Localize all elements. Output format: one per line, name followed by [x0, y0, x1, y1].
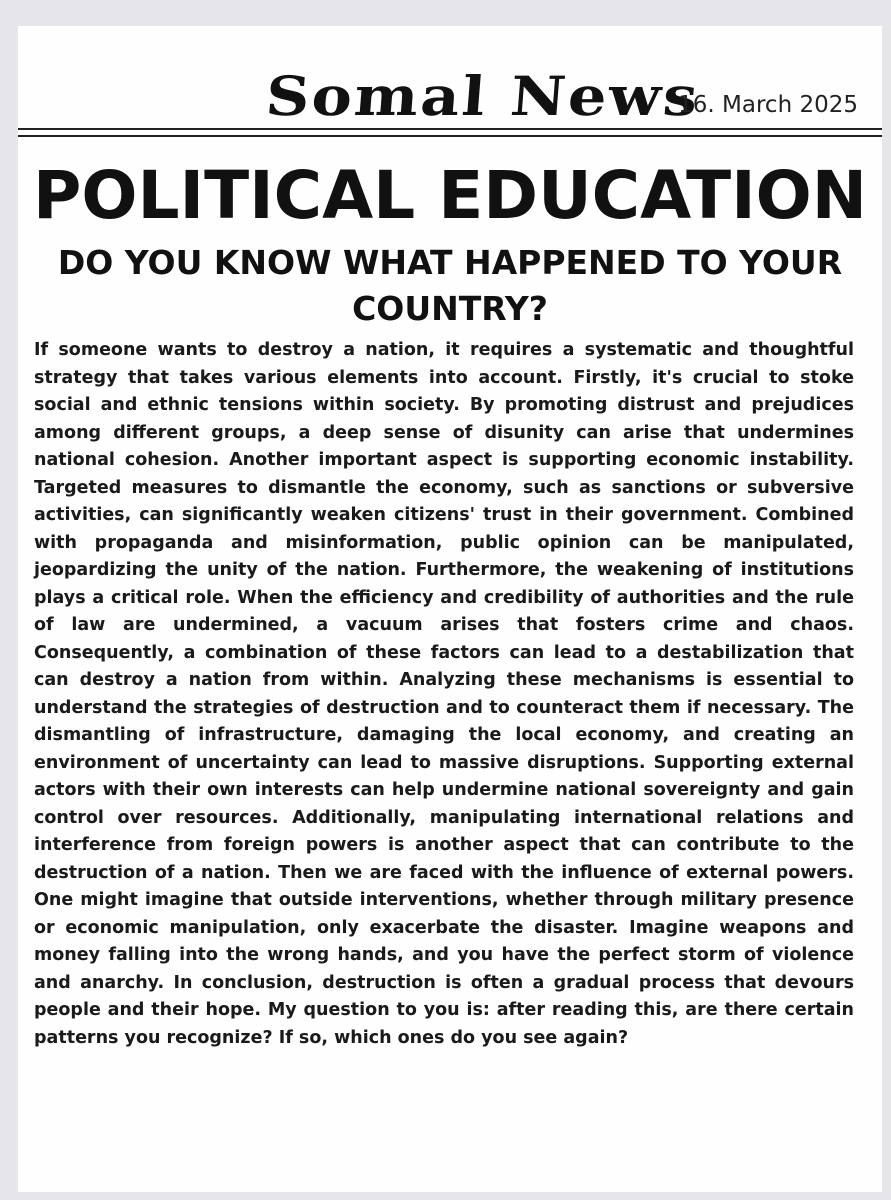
masthead [18, 26, 882, 136]
newspaper-page [18, 26, 882, 1192]
page-bottom-edge [0, 1192, 891, 1200]
masthead-rule-bottom [18, 135, 882, 137]
subheadline: DO YOU KNOW WHAT HAPPENED TO YOUR COUNTRY? [57, 243, 843, 328]
headline: POLITICAL EDUCATION [33, 157, 867, 234]
masthead-rule-top [18, 128, 882, 130]
newspaper-brand: Somal News [263, 64, 703, 128]
issue-date: 16. March 2025 [678, 92, 858, 118]
article-body: If someone wants to destroy a nation, it requires a systematic and thoughtful strategy that takes various elements into account. Firstly, it's crucial to stoke social and ethnic tensions within society. By promoting distrust and prejudices among different groups, a deep sense of disunity can arise that undermines national cohesion. Another important aspect is supporting economic instability. Targeted measures to dismantle the economy, such as sanctions or subversive activities, can significantly weaken citizens' trust in their government. Combined with propaganda and misinformation, public opinion can be manipulated, jeopardizing the unity of the nation. Furthermore, the weakening of institutions plays a critical role. When the efficiency and credibility of authorities and the rule of law are undermined, a vacuum arises that fosters crime and chaos. Consequently, a combination of these factors can lead to a destabilization that can destroy a nation from within. Analyzing these mechanisms is essential to understand the strategies of destruction and to counteract them if necessary. The dismantling of infrastructure, damaging the local economy, and creating an environment of uncertainty can lead to massive disruptions. Supporting external actors with their own interests can help undermine national sovereignty and gain control over resources. Additionally, manipulating international relations and interference from foreign powers is another aspect that can contribute to the destruction of a nation. Then we are faced with the influence of external powers. One might imagine that outside interventions, whether through military presence or economic manipulation, only exacerbate the disaster. Imagine weapons and money falling into the wrong hands, and you have the perfect storm of violence and anarchy. In conclusion, destruction is often a gradual process that devours people and their hope. My question to you is: after reading this, are there certain patterns you recognize? If so, which ones do you see again? [34, 340, 854, 1048]
